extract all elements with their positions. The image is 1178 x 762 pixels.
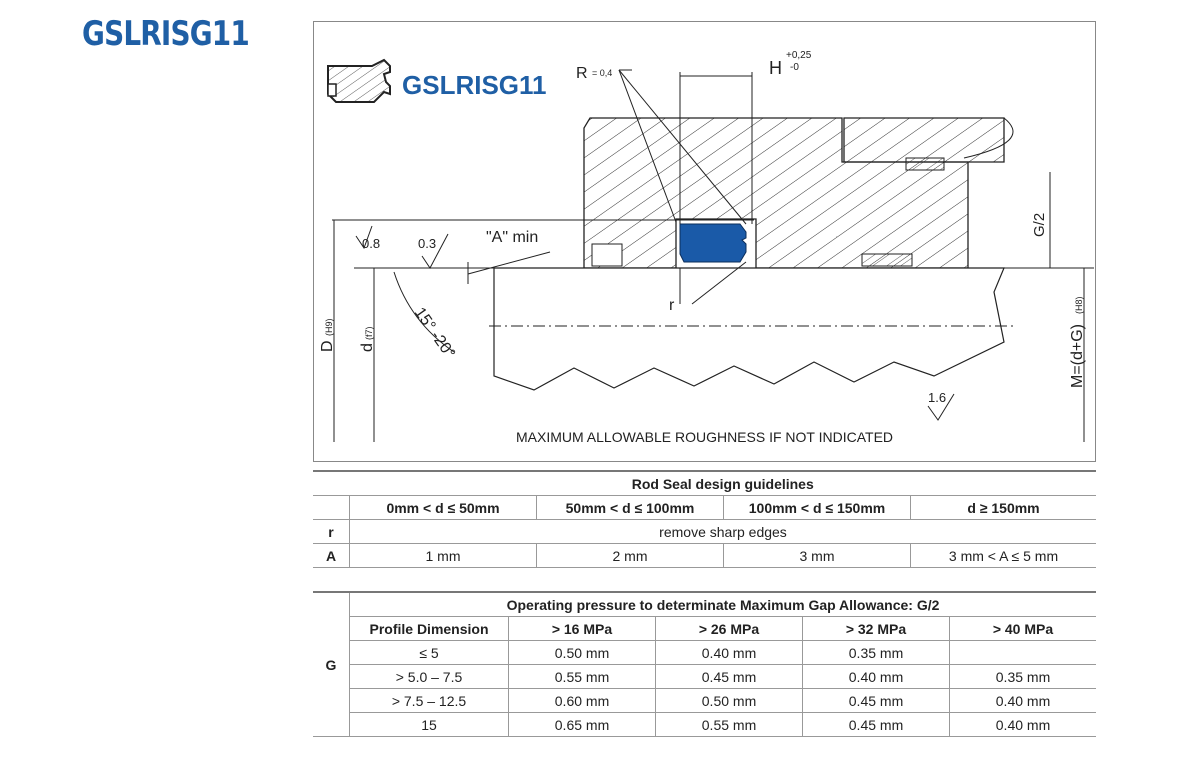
roughness-note: MAXIMUM ALLOWABLE ROUGHNESS IF NOT INDICATED bbox=[516, 429, 894, 445]
table-row bbox=[313, 713, 1096, 737]
rod-col-2: 50mm < d ≤ 100mm bbox=[537, 496, 724, 520]
rod-a-value-2: 2 mm bbox=[537, 544, 724, 568]
rod-row-r-value: remove sharp edges bbox=[350, 520, 1097, 544]
rod-row-a-label: A bbox=[313, 544, 350, 568]
gap-cell: 0.50 mm bbox=[509, 641, 656, 665]
rod-a-value-1: 1 mm bbox=[350, 544, 537, 568]
gap-row-label: G bbox=[313, 592, 350, 737]
table-row bbox=[313, 665, 1096, 689]
gap-header-2: > 16 MPa bbox=[509, 617, 656, 641]
label-H-tol-plus: +0,25 bbox=[786, 50, 812, 61]
gap-header-4: > 32 MPa bbox=[803, 617, 950, 641]
rod-col-4: d ≥ 150mm bbox=[911, 496, 1097, 520]
label-0-3: 0.3 bbox=[418, 236, 437, 251]
label-r: r bbox=[669, 297, 675, 314]
label-R-value: = 0,4 bbox=[592, 68, 613, 78]
gap-cell: 0.50 mm bbox=[656, 689, 803, 713]
gap-cell: > 7.5 – 12.5 bbox=[350, 689, 509, 713]
label-A-min: "A" min bbox=[486, 229, 539, 246]
gap-cell: 0.45 mm bbox=[803, 689, 950, 713]
gap-cell: 0.45 mm bbox=[803, 713, 950, 737]
rod-col-1: 0mm < d ≤ 50mm bbox=[350, 496, 537, 520]
seal-profile bbox=[680, 224, 746, 262]
label-H: H bbox=[769, 58, 782, 78]
gap-table-title: Operating pressure to determinate Maximum Gap Allowance: G/2 bbox=[350, 592, 1097, 617]
gap-header-3: > 26 MPa bbox=[656, 617, 803, 641]
gap-cell: 0.55 mm bbox=[656, 713, 803, 737]
logo-text: GSLRISG11 bbox=[402, 70, 547, 100]
page-title: GSLRISG11 bbox=[82, 14, 249, 54]
gap-cell: ≤ 5 bbox=[350, 641, 509, 665]
label-d: d bbox=[359, 343, 376, 352]
rod-row-r-label: r bbox=[313, 520, 350, 544]
gap-cell: 0.40 mm bbox=[950, 713, 1097, 737]
gap-header-1: Profile Dimension bbox=[350, 617, 509, 641]
label-D-tol: (H9) bbox=[324, 318, 334, 336]
gland-part bbox=[844, 118, 1004, 162]
gap-cell: 0.60 mm bbox=[509, 689, 656, 713]
label-1-6: 1.6 bbox=[928, 390, 947, 405]
label-M-tol: (H8) bbox=[1074, 296, 1084, 314]
logo-icon bbox=[328, 60, 390, 102]
gap-cell: 0.55 mm bbox=[509, 665, 656, 689]
rod-col-3: 100mm < d ≤ 150mm bbox=[724, 496, 911, 520]
technical-drawing bbox=[313, 21, 1096, 462]
table-row bbox=[313, 689, 1096, 713]
rod-table-title: Rod Seal design guidelines bbox=[350, 471, 1097, 496]
label-d-tol: (f7) bbox=[364, 326, 374, 340]
label-G2: G/2 bbox=[1031, 212, 1048, 237]
gap-cell: 0.35 mm bbox=[950, 665, 1097, 689]
table-row bbox=[313, 641, 1096, 665]
gap-cell: 0.40 mm bbox=[950, 689, 1097, 713]
label-D: D bbox=[319, 340, 336, 352]
label-0-8: 0.8 bbox=[362, 236, 381, 251]
gap-cell: 0.40 mm bbox=[803, 665, 950, 689]
rod-a-value-3: 3 mm bbox=[724, 544, 911, 568]
drawing-svg bbox=[314, 22, 1097, 463]
gap-cell: 15 bbox=[350, 713, 509, 737]
gap-cell: 0.40 mm bbox=[656, 641, 803, 665]
gap-cell: 0.35 mm bbox=[803, 641, 950, 665]
rod-seal-table bbox=[313, 470, 1096, 568]
label-angle: 15° -20° bbox=[410, 304, 459, 362]
gap-cell: 0.65 mm bbox=[509, 713, 656, 737]
label-H-tol-minus: -0 bbox=[790, 62, 799, 73]
rod-a-value-4: 3 mm < A ≤ 5 mm bbox=[911, 544, 1097, 568]
gap-cell: 0.45 mm bbox=[656, 665, 803, 689]
rod-part bbox=[494, 268, 1004, 390]
gap-cell bbox=[950, 641, 1097, 665]
gap-table bbox=[313, 591, 1096, 737]
label-R: R bbox=[576, 65, 588, 82]
gap-header-5: > 40 MPa bbox=[950, 617, 1097, 641]
gap-cell: > 5.0 – 7.5 bbox=[350, 665, 509, 689]
label-M: M=(d+G) bbox=[1069, 323, 1086, 388]
